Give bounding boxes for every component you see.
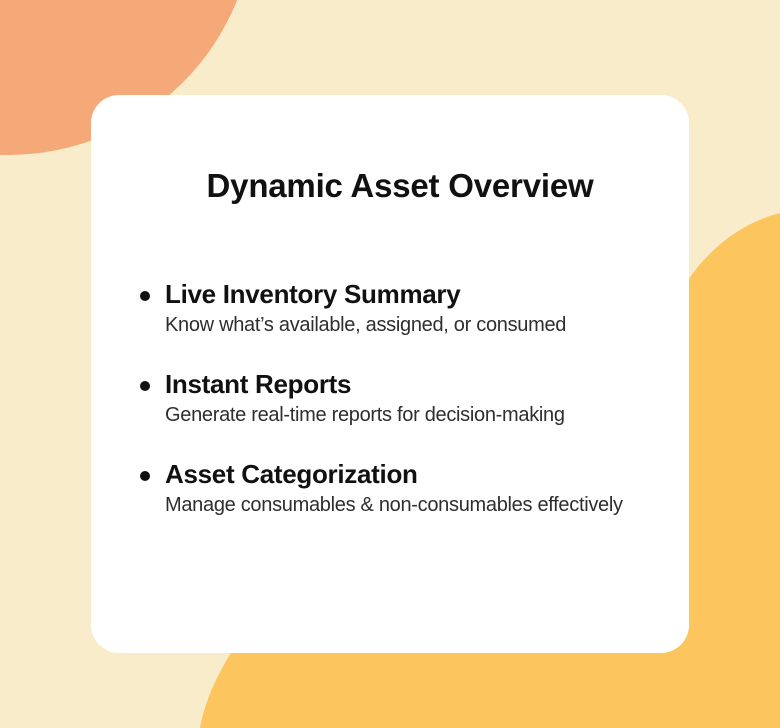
list-item <box>140 368 669 429</box>
content-card <box>91 95 689 653</box>
item-description: Generate real-time reports for decision-making <box>165 404 565 426</box>
list-item <box>140 278 669 339</box>
item-description: Know what’s available, assigned, or consumed <box>165 314 567 336</box>
list-item-text <box>165 368 669 429</box>
bullet-icon <box>140 471 150 481</box>
item-heading: Instant Reports <box>165 369 352 399</box>
card-title: Dynamic Asset Overview <box>206 167 594 204</box>
list-item-text <box>165 458 669 519</box>
item-heading: Live Inventory Summary <box>165 279 461 309</box>
bullet-icon <box>140 291 150 301</box>
item-description: Manage consumables & non-consumables effectively <box>165 494 623 516</box>
list-item <box>140 458 669 519</box>
feature-list <box>140 278 669 548</box>
bullet-icon <box>140 381 150 391</box>
list-item-text <box>165 278 669 339</box>
item-heading: Asset Categorization <box>165 459 418 489</box>
